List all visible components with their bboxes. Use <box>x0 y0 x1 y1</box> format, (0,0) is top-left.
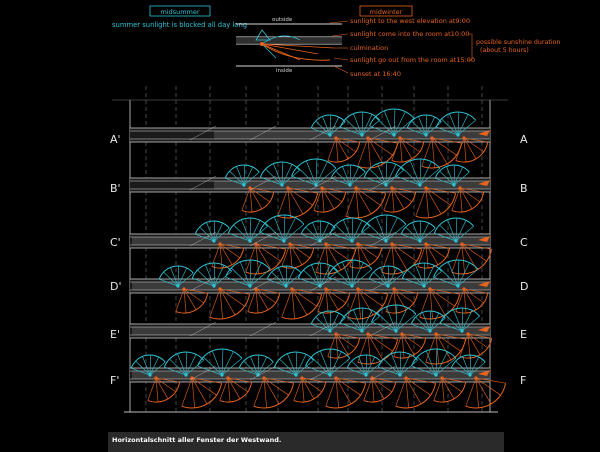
sun-node <box>334 376 337 379</box>
sun-node <box>424 133 427 136</box>
sun-node <box>366 136 369 139</box>
sun-arc <box>326 383 366 408</box>
sun-node <box>390 242 393 245</box>
winter-note-culmination: culmination <box>350 44 389 52</box>
sun-node <box>428 287 431 290</box>
sun-arc <box>182 383 222 408</box>
summer-note: summer sunlight is blocked all day long <box>112 21 248 29</box>
sun-arc <box>148 382 180 402</box>
sun-node <box>392 287 395 290</box>
sun-node <box>418 239 421 242</box>
sun-node <box>350 239 353 242</box>
sun-node <box>286 186 289 189</box>
sun-arc <box>386 293 418 313</box>
sun-node <box>356 287 359 290</box>
sun-node <box>212 284 215 287</box>
sun-arc <box>248 293 280 313</box>
window-strip <box>214 181 490 189</box>
sun-arc <box>294 382 326 402</box>
outside-label: outside <box>272 17 293 23</box>
sun-node <box>300 376 303 379</box>
sun-arc <box>422 143 462 168</box>
sun-node <box>452 183 455 186</box>
sun-node <box>334 136 337 139</box>
sun-node <box>284 284 287 287</box>
duration-note-1: possible sunshine duration <box>476 39 561 46</box>
row-label-b-prime: B' <box>110 182 121 195</box>
sun-node <box>262 376 265 379</box>
sun-node <box>428 329 431 332</box>
winter-note-1500: sunlight go out from the room at15:00 <box>350 56 476 64</box>
sun-node <box>384 183 387 186</box>
row-label-d-prime: D' <box>110 280 122 293</box>
sun-node <box>456 133 459 136</box>
row-labels <box>110 133 528 387</box>
sun-arc <box>396 383 436 408</box>
sun-node <box>404 376 407 379</box>
sun-node <box>424 186 427 189</box>
sun-node <box>290 287 293 290</box>
sun-node <box>354 186 357 189</box>
sun-arc <box>452 192 484 212</box>
sun-node <box>424 242 427 245</box>
sun-arc <box>314 192 346 212</box>
sun-arc <box>350 248 382 268</box>
sun-node <box>366 332 369 335</box>
sun-node <box>386 284 389 287</box>
row-label-d: D <box>520 280 529 293</box>
sun-node <box>458 186 461 189</box>
sun-node <box>460 242 463 245</box>
winter-note-sunset: sunset at 16:40 <box>350 70 401 78</box>
sun-node <box>220 373 223 376</box>
sun-node <box>440 376 443 379</box>
midsummer-label: midsummer <box>160 8 200 16</box>
window-strip <box>132 282 490 290</box>
sun-node <box>384 239 387 242</box>
sun-node <box>320 186 323 189</box>
sun-node <box>280 183 283 186</box>
row-label-f-prime: F' <box>110 374 120 387</box>
sun-node <box>356 242 359 245</box>
elevation-frame <box>112 100 508 412</box>
sun-arc <box>242 192 274 212</box>
window-strip <box>132 237 490 245</box>
sun-node <box>434 332 437 335</box>
sun-arc <box>382 249 422 274</box>
sun-node <box>324 287 327 290</box>
sun-node <box>364 373 367 376</box>
sun-node <box>324 242 327 245</box>
sun-node <box>226 376 229 379</box>
sun-node <box>294 373 297 376</box>
sun-node <box>394 329 397 332</box>
sun-node <box>400 332 403 335</box>
sun-node <box>334 332 337 335</box>
sun-node <box>218 242 221 245</box>
sun-node <box>328 133 331 136</box>
sun-arc <box>328 338 360 358</box>
sun-node <box>454 239 457 242</box>
sun-arc <box>416 193 456 218</box>
row-label-a: A <box>520 133 528 146</box>
sun-node <box>184 373 187 376</box>
sun-node <box>474 376 477 379</box>
sun-node <box>348 183 351 186</box>
sun-arc <box>254 383 294 408</box>
sun-arc <box>420 294 460 319</box>
sun-node <box>248 239 251 242</box>
sun-arc <box>466 383 506 408</box>
legend <box>112 6 560 78</box>
sun-node <box>212 239 215 242</box>
legend-wall-section <box>236 24 342 66</box>
floor-bands <box>130 128 490 382</box>
sun-arc <box>364 382 396 402</box>
row-label-c-prime: C' <box>110 236 121 249</box>
winter-note-0900: sunlight to the west elevation at9:00 <box>350 17 471 25</box>
sun-arc <box>220 382 252 402</box>
inside-label: inside <box>276 68 293 74</box>
sun-node <box>398 373 401 376</box>
sun-arc <box>460 338 492 358</box>
sun-node <box>328 329 331 332</box>
midwinter-label: midwinter <box>369 8 403 16</box>
sun-node <box>248 284 251 287</box>
sun-arc <box>434 382 466 402</box>
sun-arc <box>346 193 386 218</box>
sun-node <box>360 133 363 136</box>
winter-note-1000: sunlight come into the room at10:00 <box>350 30 470 38</box>
row-label-b: B <box>520 182 528 195</box>
sun-arc <box>358 339 398 364</box>
sun-arc <box>348 294 388 319</box>
sun-arc <box>456 142 488 162</box>
sun-arc <box>452 249 492 274</box>
sun-node <box>460 329 463 332</box>
sun-node <box>328 373 331 376</box>
sun-node <box>430 136 433 139</box>
sun-node <box>390 186 393 189</box>
sun-node <box>418 183 421 186</box>
sun-arc <box>176 293 208 313</box>
sun-node <box>456 284 459 287</box>
sun-node <box>350 284 353 287</box>
sun-arc <box>210 294 250 319</box>
row-label-e: E <box>520 328 527 341</box>
sun-node <box>154 376 157 379</box>
sun-node <box>242 183 245 186</box>
sun-arc <box>282 248 314 268</box>
sun-node <box>398 136 401 139</box>
sun-node <box>218 287 221 290</box>
sun-node <box>392 133 395 136</box>
sun-node <box>360 329 363 332</box>
sun-node <box>466 332 469 335</box>
window-strip <box>214 131 490 139</box>
sun-arc <box>426 339 466 364</box>
caption: Horizontalschnitt aller Fenster der Westwand. <box>112 436 282 444</box>
sun-node <box>148 373 151 376</box>
sun-node <box>468 373 471 376</box>
sun-arc <box>278 193 318 218</box>
row-label-f: F <box>520 374 527 387</box>
sun-node <box>288 242 291 245</box>
row-label-a-prime: A' <box>110 133 121 146</box>
sun-arc <box>282 294 322 319</box>
sun-path-overlays <box>131 109 505 408</box>
sun-arc <box>318 293 350 313</box>
sun-arc <box>212 248 244 268</box>
row-label-c: C <box>520 236 528 249</box>
sun-node <box>462 136 465 139</box>
sun-node <box>462 287 465 290</box>
sun-arc <box>328 142 360 162</box>
sun-node <box>434 373 437 376</box>
duration-note-2: (about 5 hours) <box>480 47 529 54</box>
sun-node <box>176 284 179 287</box>
sun-node <box>282 239 285 242</box>
sun-node <box>422 284 425 287</box>
row-label-e-prime: E' <box>110 328 120 341</box>
sun-node <box>182 287 185 290</box>
sun-arc <box>384 192 416 212</box>
